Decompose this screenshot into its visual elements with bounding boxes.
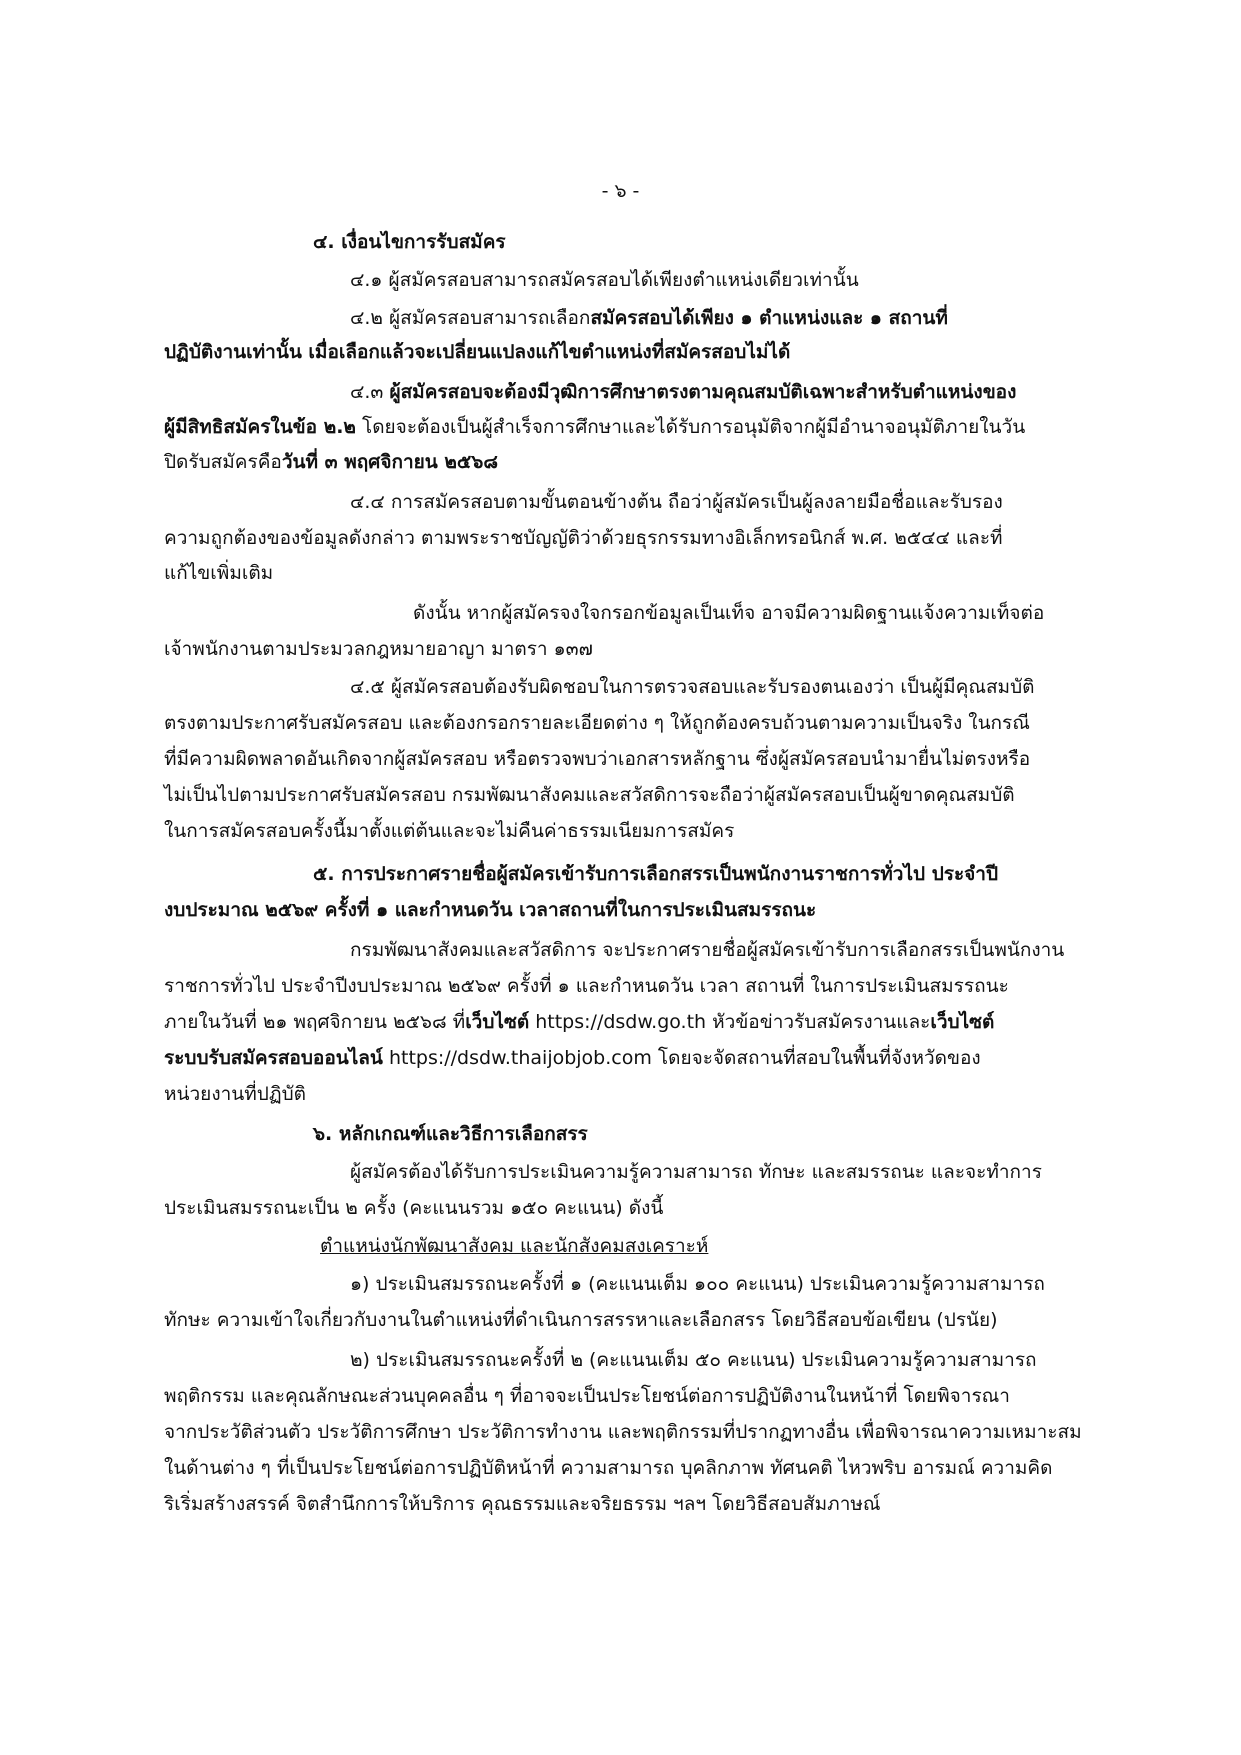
section-6-heading: ๖. หลักเกณฑ์และวิธีการเลือกสรร (313, 1123, 588, 1145)
item-4-2-line-2: ปฏิบัติงานเท่านั้น เมื่อเลือกแล้วจะเปลี่ยนแปลงแก้ไขตำแหน่งที่สมัครสอบไม่ได้ (164, 341, 791, 363)
item-4-3-line-1 (350, 380, 1016, 404)
section-5-body-line-3-normal-b: https://dsdw.go.th หัวข้อข่าวรับสมัครงานและ (529, 1011, 931, 1033)
section-5-body-line-3 (164, 1010, 994, 1034)
item-4-3-line-1-normal: ๔.๓ (350, 381, 390, 403)
section-6-item-2-line-4: ในด้านต่าง ๆ ที่เป็นประโยชน์ต่อการปฏิบัติหน้าที่ ความสามารถ บุคลิกภาพ ทัศนคติ ไหวพริบ อารมณ์ ความคิด (164, 1457, 1053, 1479)
item-4-4-line-2: ความถูกต้องของข้อมูลดังกล่าว ตามพระราชบัญญัติว่าด้วยธุรกรรมทางอิเล็กทรอนิกส์ พ.ศ. ๒๕๔๔ และที่ (164, 527, 1003, 549)
section-6-item-1-line-2: ทักษะ ความเข้าใจเกี่ยวกับงานในตำแหน่งที่ดำเนินการสรรหาและเลือกสรร โดยวิธีสอบข้อเขียน (ปรนัย) (164, 1309, 998, 1331)
item-4-4-line-3: แก้ไขเพิ่มเติม (164, 562, 274, 584)
item-4-3-line-3 (164, 450, 498, 474)
section-5-body-line-4 (164, 1046, 981, 1070)
section-5-heading-line-1: ๕. การประกาศรายชื่อผู้สมัครเข้ารับการเลือกสรรเป็นพนักงานราชการทั่วไป ประจำปี (313, 863, 999, 885)
item-4-2-line-1-normal: ๔.๒ ผู้สมัครสอบสามารถเลือก (350, 307, 591, 329)
item-4-2-line-1 (350, 306, 948, 330)
section-6-item-2-line-1: ๒) ประเมินสมรรถนะครั้งที่ ๒ (คะแนนเต็ม ๕๐ คะแนน) ประเมินความรู้ความสามารถ (350, 1349, 1037, 1371)
item-4-3-line-2-bold: ผู้มีสิทธิสมัครในข้อ ๒.๒ (164, 416, 356, 438)
section-6-item-1-line-1: ๑) ประเมินสมรรถนะครั้งที่ ๑ (คะแนนเต็ม ๑๐๐ คะแนน) ประเมินความรู้ความสามารถ (350, 1273, 1045, 1295)
section-6-subheading: ตำแหน่งนักพัฒนาสังคม และนักสังคมสงเคราะห์ (320, 1235, 709, 1257)
item-4-3-line-3-bold: วันที่ ๓ พฤศจิกายน ๒๕๖๘ (281, 451, 498, 473)
section-5-heading-line-2: งบประมาณ ๒๕๖๙ ครั้งที่ ๑ และกำหนดวัน เวลาสถานที่ในการประเมินสมรรถนะ (164, 899, 817, 921)
item-4-5-line-3: ที่มีความผิดพลาดอันเกิดจากผู้สมัครสอบ หรือตรวจพบว่าเอกสารหลักฐาน ซึ่งผู้สมัครสอบนำมายื่นไม่ตรงหรือ (164, 748, 1031, 770)
section-5-body-line-3-bold-b: เว็บไซต์ (930, 1011, 995, 1033)
item-4-5-line-1: ๔.๕ ผู้สมัครสอบต้องรับผิดชอบในการตรวจสอบและรับรองตนเองว่า เป็นผู้มีคุณสมบัติ (350, 676, 1035, 698)
item-4-4-line-4: ดังนั้น หากผู้สมัครจงใจกรอกข้อมูลเป็นเท็จ อาจมีความผิดฐานแจ้งความเท็จต่อ (413, 602, 1045, 624)
item-4-5-line-4: ไม่เป็นไปตามประกาศรับสมัครสอบ กรมพัฒนาสังคมและสวัสดิการจะถือว่าผู้สมัครสอบเป็นผู้ขาดคุณสมบัติ (164, 784, 1015, 806)
item-4-5-line-5: ในการสมัครสอบครั้งนี้มาตั้งแต่ต้นและจะไม่คืนค่าธรรมเนียมการสมัคร (164, 820, 735, 842)
section-6-intro-line-2: ประเมินสมรรถนะเป็น ๒ ครั้ง (คะแนนรวม ๑๕๐ คะแนน) ดังนี้ (164, 1197, 664, 1219)
section-6-intro-line-1: ผู้สมัครต้องได้รับการประเมินความรู้ความสามารถ ทักษะ และสมรรถนะ และจะทำการ (350, 1161, 1042, 1183)
section-6-item-2-line-3: จากประวัติส่วนตัว ประวัติการศึกษา ประวัติการทำงาน และพฤติกรรมที่ปรากฏทางอื่น เพื่อพิจารณาความเหมาะสม (164, 1421, 1082, 1443)
section-6-item-2-line-2: พฤติกรรม และคุณลักษณะส่วนบุคคลอื่น ๆ ที่อาจจะเป็นประโยชน์ต่อการปฏิบัติงานในหน้าที่ โดยพิจารณา (164, 1385, 1010, 1407)
item-4-3-line-1-bold: ผู้สมัครสอบจะต้องมีวุฒิการศึกษาตรงตามคุณสมบัติเฉพาะสำหรับตำแหน่งของ (389, 381, 1017, 403)
item-4-5-line-2: ตรงตามประกาศรับสมัครสอบ และต้องกรอกรายละเอียดต่าง ๆ ให้ถูกต้องครบถ้วนตามความเป็นจริง ในกรณี (164, 712, 1030, 734)
section-5-body-line-3-normal-a: ภายในวันที่ ๒๑ พฤศจิกายน ๒๕๖๘ ที่ (164, 1011, 466, 1033)
section-6-item-2-line-5: ริเริ่มสร้างสรรค์ จิตสำนึกการให้บริการ คุณธรรมและจริยธรรม ฯลฯ โดยวิธีสอบสัมภาษณ์ (164, 1493, 881, 1515)
item-4-4-line-5: เจ้าพนักงานตามประมวลกฎหมายอาญา มาตรา ๑๓๗ (164, 638, 593, 660)
section-5-body-line-4-bold: ระบบรับสมัครสอบออนไลน์ (164, 1047, 383, 1069)
item-4-3-line-2 (164, 415, 1025, 439)
page-number: - ๖ - (601, 180, 640, 202)
item-4-1: ๔.๑ ผู้สมัครสอบสามารถสมัครสอบได้เพียงตำแหน่งเดียวเท่านั้น (350, 269, 859, 291)
section-5-body-line-3-bold-a: เว็บไซต์ (465, 1011, 530, 1033)
item-4-3-line-2-normal: โดยจะต้องเป็นผู้สำเร็จการศึกษาและได้รับการอนุมัติจากผู้มีอำนาจอนุมัติภายในวัน (355, 416, 1026, 438)
item-4-2-line-1-bold: สมัครสอบได้เพียง ๑ ตำแหน่งและ ๑ สถานที่ (590, 307, 948, 329)
section-5-body-line-5: หน่วยงานที่ปฏิบัติ (164, 1083, 306, 1105)
item-4-4-line-1: ๔.๔ การสมัครสอบตามขั้นตอนข้างต้น ถือว่าผู้สมัครเป็นผู้ลงลายมือชื่อและรับรอง (350, 491, 1003, 513)
item-4-3-line-3-normal: ปิดรับสมัครคือ (164, 451, 282, 473)
section-5-body-line-4-normal: https://dsdw.thaijobjob.com โดยจะจัดสถานที่สอบในพื้นที่จังหวัดของ (382, 1047, 981, 1069)
section-5-body-line-2: ราชการทั่วไป ประจำปีงบประมาณ ๒๕๖๙ ครั้งที่ ๑ และกำหนดวัน เวลา สถานที่ ในการประเมินสมรรถนะ (164, 975, 1009, 997)
section-5-body-line-1: กรมพัฒนาสังคมและสวัสดิการ จะประกาศรายชื่อผู้สมัครเข้ารับการเลือกสรรเป็นพนักงาน (350, 939, 1065, 961)
section-4-heading: ๔. เงื่อนไขการรับสมัคร (313, 231, 506, 253)
